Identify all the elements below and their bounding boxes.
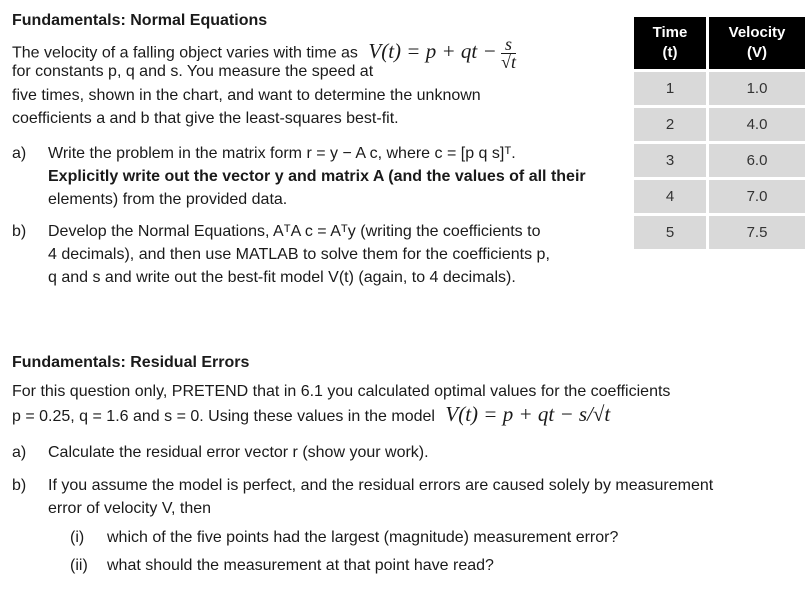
section2-title: Fundamentals: Residual Errors <box>12 354 250 371</box>
residual-part-a-text: Calculate the residual error vector r (show your work). <box>48 444 429 461</box>
time-cell: 4 <box>634 180 706 213</box>
velocity-cell: 4.0 <box>706 108 805 141</box>
table-row <box>634 180 805 213</box>
table-row <box>634 144 805 177</box>
part-b-line1: Develop the Normal Equations, AᵀA c = Aᵀy (writing the coefficients to <box>48 223 541 240</box>
section2-line2 <box>12 402 610 429</box>
fraction-denominator: √t <box>501 52 516 72</box>
velocity-cell: 7.5 <box>706 216 805 249</box>
part-b-line2: 4 decimals), and then use MATLAB to solve them for the coefficients p, <box>48 246 550 263</box>
model-fraction <box>501 36 516 71</box>
subpart-ii-label: (ii) <box>70 557 88 574</box>
data-table <box>634 14 805 252</box>
table-row <box>634 72 805 105</box>
section2-line2-text: p = 0.25, q = 1.6 and s = 0. Using these values in the model <box>12 408 435 425</box>
table-row <box>634 108 805 141</box>
residual-part-b-line1: If you assume the model is perfect, and the residual errors are caused solely by measurement <box>48 477 714 494</box>
part-a-line3: elements) from the provided data. <box>48 191 288 208</box>
intro-text-1: The velocity of a falling object varies with time as <box>12 44 358 62</box>
part-a-line1: Write the problem in the matrix form r = y − A c, where c = [p q s]ᵀ. <box>48 145 516 162</box>
header-velocity <box>706 17 805 69</box>
part-a-label: a) <box>12 145 27 162</box>
time-cell: 3 <box>634 144 706 177</box>
velocity-cell: 7.0 <box>706 180 805 213</box>
residual-part-b-label: b) <box>12 477 27 494</box>
velocity-cell: 1.0 <box>706 72 805 105</box>
part-b-label: b) <box>12 223 27 240</box>
section1-intro-line2: for constants p, q and s. You measure the speed at <box>12 63 374 80</box>
velocity-cell: 6.0 <box>706 144 805 177</box>
residual-part-a-label: a) <box>12 444 27 461</box>
time-cell: 2 <box>634 108 706 141</box>
header-time-unit: (t) <box>662 44 678 61</box>
residual-part-b-line2: error of velocity V, then <box>48 500 212 517</box>
time-cell: 5 <box>634 216 706 249</box>
subpart-i-label: (i) <box>70 529 85 546</box>
table-row <box>634 216 805 249</box>
section1-intro-line4: coefficients a and b that give the least-squares best-fit. <box>12 110 399 127</box>
header-velocity-unit: (V) <box>747 44 767 61</box>
header-velocity-label: Velocity <box>728 24 786 41</box>
subpart-i-text: which of the five points had the largest (magnitude) measurement error? <box>107 529 619 546</box>
subpart-ii-text: what should the measurement at that point have read? <box>107 557 494 574</box>
section1-title: Fundamentals: Normal Equations <box>12 12 268 29</box>
time-cell: 1 <box>634 72 706 105</box>
fraction-numerator: s <box>501 36 516 54</box>
model-equation: V(t) = p + qt − <box>368 38 497 63</box>
table-header-row <box>634 17 805 69</box>
part-a-line2: Explicitly write out the vector y and matrix A (and the values of all their <box>48 168 586 185</box>
header-time-label: Time <box>652 24 688 41</box>
header-time <box>634 17 706 69</box>
part-b-line3: q and s and write out the best-fit model V(t) (again, to 4 decimals). <box>48 269 516 286</box>
model-equation-2: V(t) = p + qt − s/√t <box>445 402 611 426</box>
section1-intro-line3: five times, shown in the chart, and want to determine the unknown <box>12 87 481 104</box>
section2-line1: For this question only, PRETEND that in 6.1 you calculated optimal values for the coefficients <box>12 383 671 400</box>
